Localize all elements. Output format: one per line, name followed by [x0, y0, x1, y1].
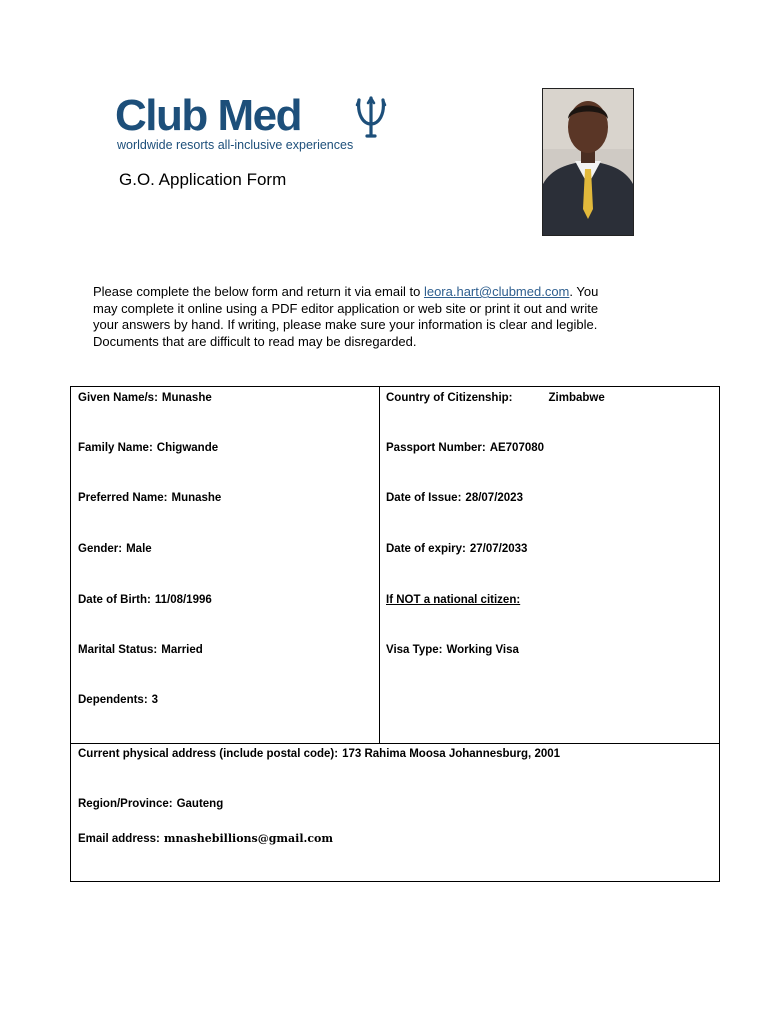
trident-icon	[351, 92, 391, 138]
passport-number-field[interactable]	[386, 442, 544, 454]
field-label: Passport Number:	[386, 442, 486, 454]
field-label: Visa Type:	[386, 644, 443, 656]
field-value: 3	[151, 694, 159, 706]
intro-paragraph	[93, 284, 613, 350]
physical-address-field[interactable]	[78, 748, 560, 760]
field-value: AE707080	[489, 442, 545, 454]
form-title: G.O. Application Form	[119, 170, 287, 189]
application-form-table	[70, 386, 720, 882]
logo-wordmark: Club Med	[115, 91, 301, 140]
date-of-issue-field[interactable]	[386, 492, 523, 504]
field-label: Marital Status:	[78, 644, 158, 656]
field-value: Zimbabwe	[548, 392, 605, 404]
field-label: Gender:	[78, 543, 123, 555]
gender-field[interactable]	[78, 543, 152, 555]
field-value: 11/08/1996	[154, 594, 212, 606]
field-label: Email address:	[78, 833, 160, 845]
column-divider	[379, 387, 380, 743]
field-value: Working Visa	[446, 644, 519, 656]
intro-text-prefix: Please complete the below form and return it via email to	[93, 284, 424, 299]
field-value: 173 Rahima Moosa Johannesburg, 2001	[342, 748, 561, 760]
field-label: Dependents:	[78, 694, 148, 706]
field-label: Given Name/s:	[78, 392, 158, 404]
field-value: 28/07/2023	[465, 492, 523, 504]
country-of-citizenship-field[interactable]	[386, 392, 605, 404]
field-value: 27/07/2033	[469, 543, 528, 555]
field-label: Date of Birth:	[78, 594, 151, 606]
field-label: Date of expiry:	[386, 543, 466, 555]
marital-status-field[interactable]	[78, 644, 203, 656]
field-value: Chigwande	[156, 442, 219, 454]
applicant-photo	[542, 88, 634, 236]
region-province-field[interactable]	[78, 798, 223, 810]
field-label: Current physical address (include postal code):	[78, 748, 339, 760]
club-med-logo	[115, 92, 395, 156]
row-divider	[71, 743, 719, 744]
visa-type-field[interactable]	[386, 644, 519, 656]
portrait-image	[543, 89, 633, 235]
date-of-birth-field[interactable]	[78, 594, 212, 606]
field-label: Region/Province:	[78, 798, 173, 810]
logo-tagline: worldwide resorts all-inclusive experiences	[117, 138, 354, 152]
email-address-field[interactable]	[78, 832, 333, 845]
field-label: Country of Citizenship:	[386, 392, 513, 404]
family-name-field[interactable]	[78, 442, 218, 454]
field-value: Gauteng	[176, 798, 224, 810]
field-label: Preferred Name:	[78, 492, 168, 504]
given-names-field[interactable]	[78, 392, 212, 404]
field-value: Munashe	[171, 492, 222, 504]
field-label: Family Name:	[78, 442, 153, 454]
field-value: mnashebillions@gmail.com	[163, 832, 334, 845]
field-value: Male	[126, 543, 152, 555]
intro-instructions: You may complete it online using a PDF editor application or web site or print it out and write your answers by hand. If writing, please make sure your information is clear and legible. Documents that are difficult to read may be disregarded.	[93, 284, 599, 349]
date-of-expiry-field[interactable]	[386, 543, 527, 555]
contact-email-link[interactable]: leora.hart@clubmed.com	[423, 284, 570, 299]
field-label: Date of Issue:	[386, 492, 462, 504]
non-national-heading: If NOT a national citizen:	[386, 594, 521, 606]
field-value: Munashe	[161, 392, 212, 404]
intro-text-suffix: .	[569, 284, 574, 299]
field-value: Married	[161, 644, 203, 656]
preferred-name-field[interactable]	[78, 492, 221, 504]
dependents-field[interactable]	[78, 694, 158, 706]
